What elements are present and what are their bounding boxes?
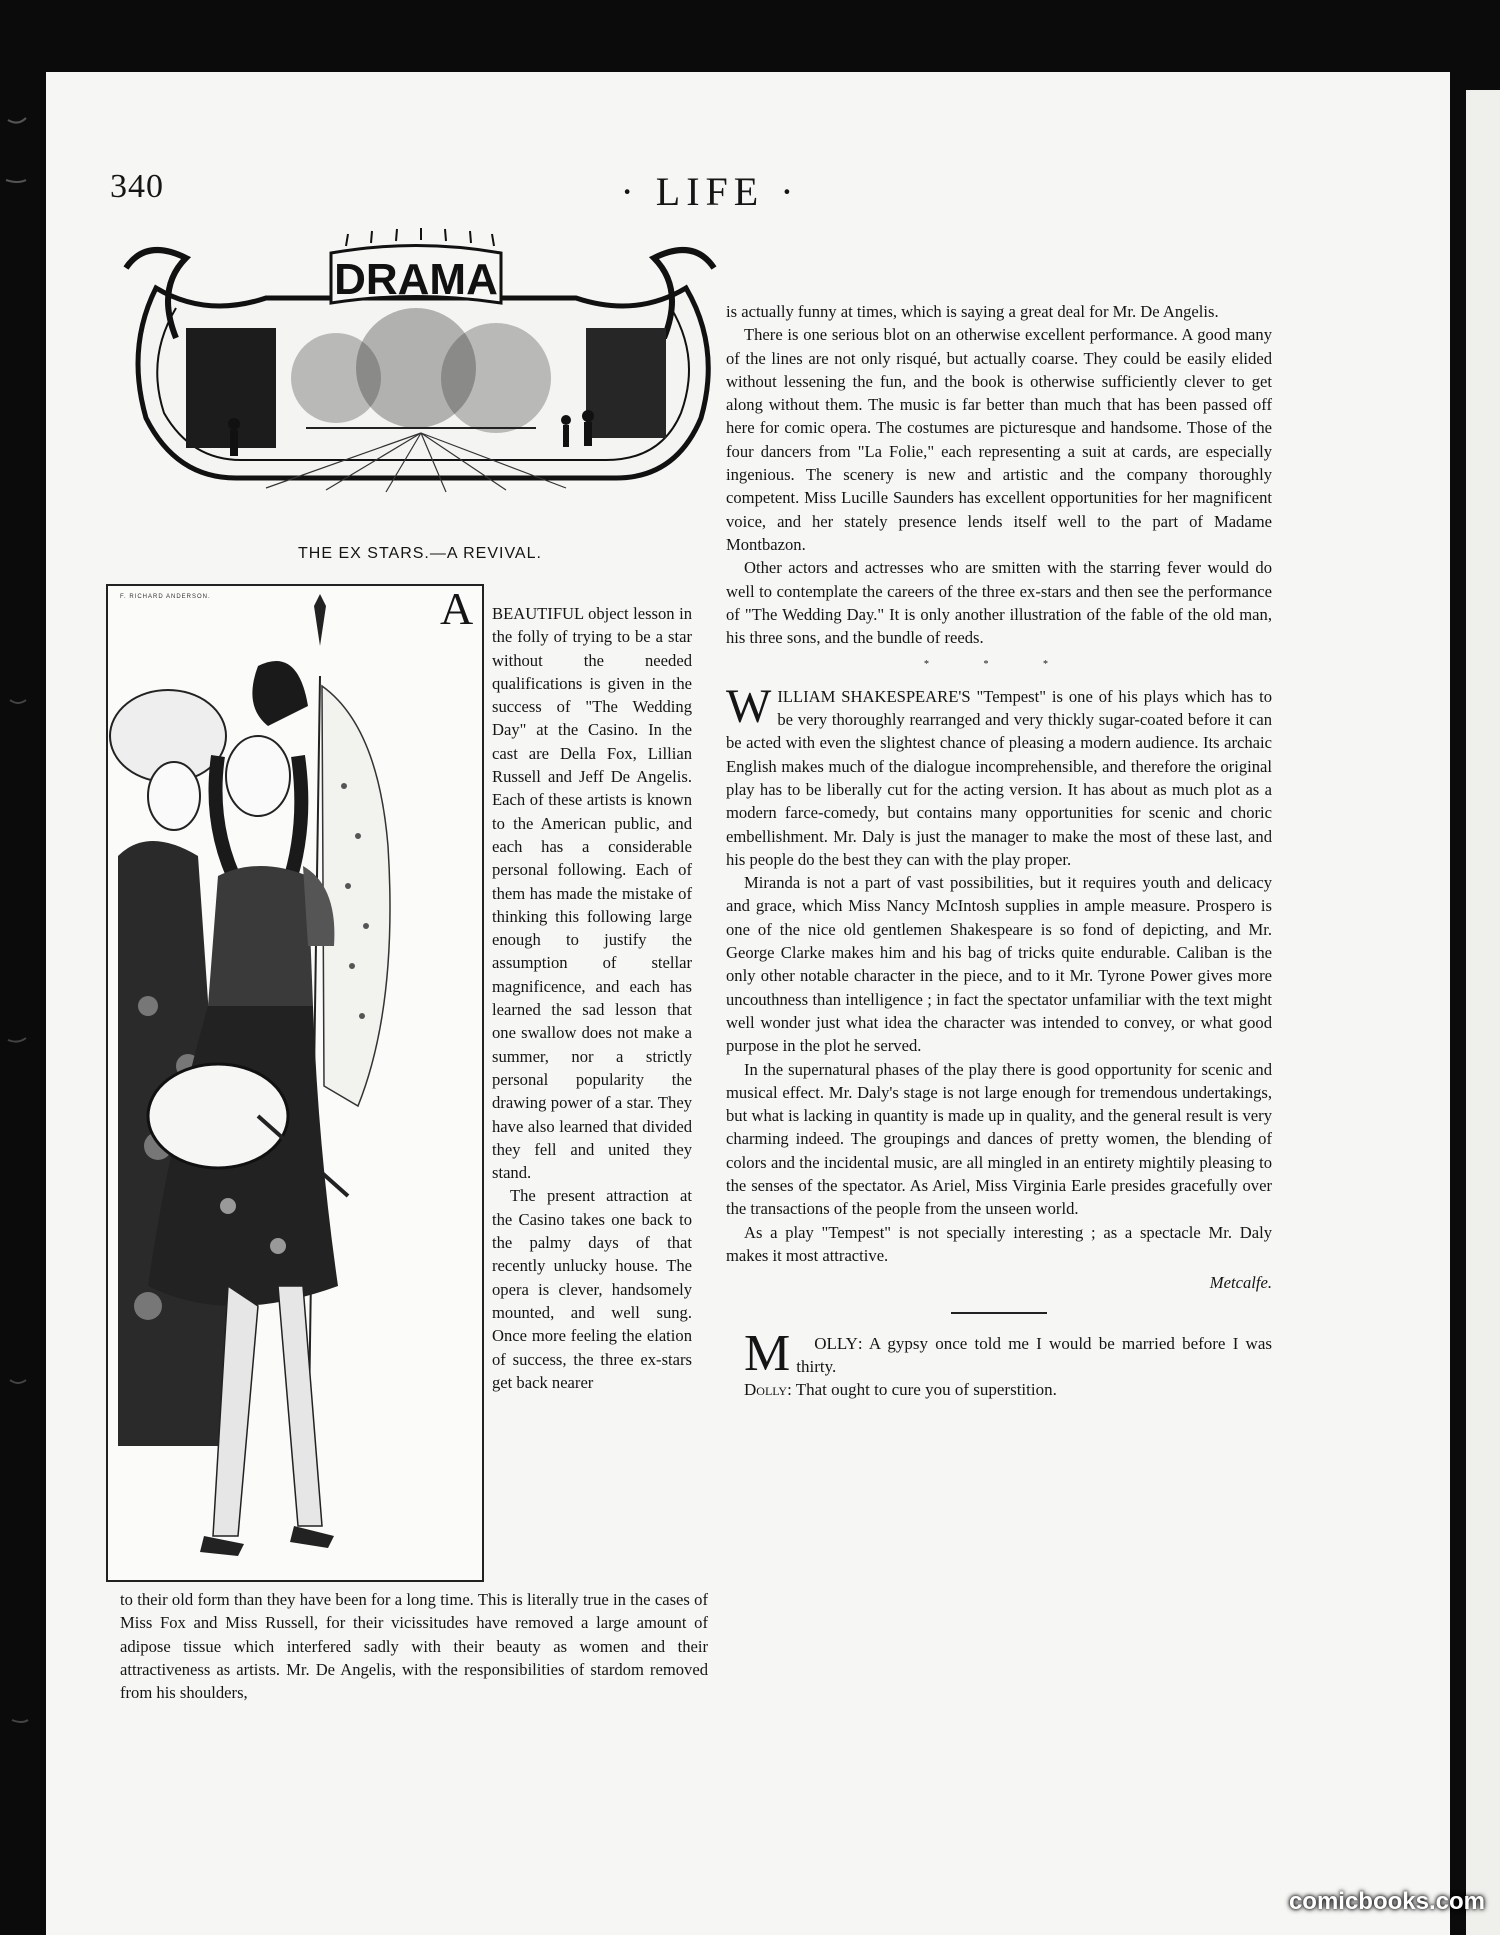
article-paragraph: Other actors and actresses who are smitten with the starring fever would do well to contemplate the careers of the three ex-stars and then see the performance of "The Wedding Day." It is only another illustration of the fable of the old man, his three sons, and the bundle of reeds.	[726, 558, 1272, 648]
joke-line-dolly	[726, 1378, 1272, 1401]
page-number: 340	[110, 168, 164, 205]
joke-line-molly	[726, 1324, 1272, 1382]
drop-cap-a: A	[440, 584, 474, 634]
divider-rule	[951, 1312, 1047, 1314]
drop-cap-m: M	[744, 1324, 791, 1382]
article-drama-narrow-column	[492, 602, 692, 1394]
dolly-line: : That ought to cure you of superstition.	[787, 1379, 1057, 1399]
banner-caption: THE EX STARS.—A REVIVAL.	[298, 545, 542, 562]
joke-block	[726, 1324, 1272, 1401]
article-paragraph: As a play "Tempest" is not specially interesting ; as a spectacle Mr. Daly makes it most attractive.	[726, 1222, 1272, 1265]
molly-line: : A gypsy once told me I would be married before I was thirty.	[796, 1333, 1272, 1376]
article-paragraph: BEAUTIFUL object lesson in the folly of trying to be a star without the needed qualifications is given in the success of "The Wedding Day" at the Casino. In the cast are Della Fox, Lillian Russell and Jeff De Angelis. Each of these artists is known to the American public, and each has a considerable personal following. Each of them has made the mistake of thinking this following large enough to justify the assumption of stellar magnificence, and each has learned the sad lesson that one swallow does not make a summer, nor a strictly personal popularity the drawing power of a star. They have also learned that divided they fell and united they stand.	[492, 604, 692, 1183]
article-paragraph: Miranda is not a part of vast possibilities, but it requires youth and delicacy and grace, which Miss Nancy McIntosh supplies in ample measure. Prospero is one of the nice old gentlemen Shakespeare is so fond of depicting, and Mr. George Clarke makes him and his bag of tricks quite endurable. Caliban is the only other notable character in the piece, and to it Mr. Tyrone Power gives more uncouthness than intelligence ; in fact the spectator unfamiliar with the text might well wonder just what idea the character was intended to convey, or what good purpose in the plot he served.	[726, 873, 1272, 1056]
article-paragraph: to their old form than they have been for a long time. This is literally true in the cases of Miss Fox and Miss Russell, for their vicissitudes have removed a large amount of adipose tissue which interfered sadly with their beauty as women and their attractiveness as artists. Mr. De Angelis, with the responsibilities of stardom removed from his shoulders,	[120, 1590, 708, 1703]
ex-stars-illustration	[106, 584, 484, 1582]
banner-title: DRAMA	[334, 255, 498, 304]
author-signature: Metcalfe.	[1209, 1273, 1272, 1293]
tempest-first-paragraph	[726, 679, 1272, 871]
article-paragraph: In the supernatural phases of the play there is good opportunity for scenic and musical effect. Mr. Daly's stage is not large enough for tremendous undertakings, but what is lacking in quantity is made up in quality, and the general result is very charming indeed. The groupings and dances of pretty women, the blending of colors and the incidental music, are all mingled in an entirety mightily pleasing to the senses of the spectator. As Ariel, Miss Virginia Earle presides gracefully over the transactions of the people from the unseen world.	[726, 1059, 1272, 1219]
watermark-text: comicbooks.com	[1288, 1888, 1485, 1915]
article-paragraph: is actually funny at times, which is saying a great deal for Mr. De Angelis.	[726, 302, 1219, 321]
article-paragraph: There is one serious blot on an otherwise excellent performance. A good many of the lines are not only risqué, but actually coarse. They could be easily elided without lessening the fun, and the book is otherwise sufficiently clever to get along without them. The music is far better than much that has been passed off here for comic opera. The costumes are picturesque and handsome. Those of the four dancers from "La Folie," each representing a suit at cards, are especially ingenious. The scenery is new and artistic and the company thoroughly competent. Miss Lucille Saunders has excellent opportunities for her magnificent voice, and her stately presence lends itself well to the part of Madame Montbazon.	[726, 325, 1272, 554]
tempest-first-text: ILLIAM SHAKESPEARE'S "Tempest" is one of his plays which has to be very thoroughly rearranged and very thickly sugar-coated before it can be acted with even the slightest chance of pleasing a modern audience. Its archaic English makes much of the dialogue incomprehensible, and therefore the original play has to be liberally cut for the acting version. It has about as much plot as a modern farce-comedy, but contains many opportunities for scenic and choric embellishment. Mr. Daly is just the manager to make the most of these last, and his people do the best they can with the play proper.	[726, 686, 1272, 869]
article-paragraph: The present attraction at the Casino takes one back to the palmy days of that recently unlucky house. The opera is clever, handsomely mounted, and well sung. Once more feeling the elation of success, the three ex-stars get back nearer	[492, 1186, 692, 1392]
scan-edge-marks	[0, 0, 46, 1935]
right-column	[726, 300, 1272, 1401]
speaker-dolly: Dolly	[744, 1379, 788, 1399]
article-drama-continuation	[120, 1588, 708, 1704]
figures-drawing	[108, 586, 482, 1580]
speaker-molly: OLLY	[814, 1333, 858, 1353]
masthead-title: · LIFE ·	[620, 169, 800, 214]
adjacent-page-edge	[1466, 90, 1500, 1935]
artist-credit: F. RICHARD ANDERSON.	[120, 594, 211, 600]
section-separator: * * *	[924, 659, 1074, 671]
drama-banner-illustration	[116, 228, 724, 528]
drop-cap-w: W	[726, 679, 772, 733]
